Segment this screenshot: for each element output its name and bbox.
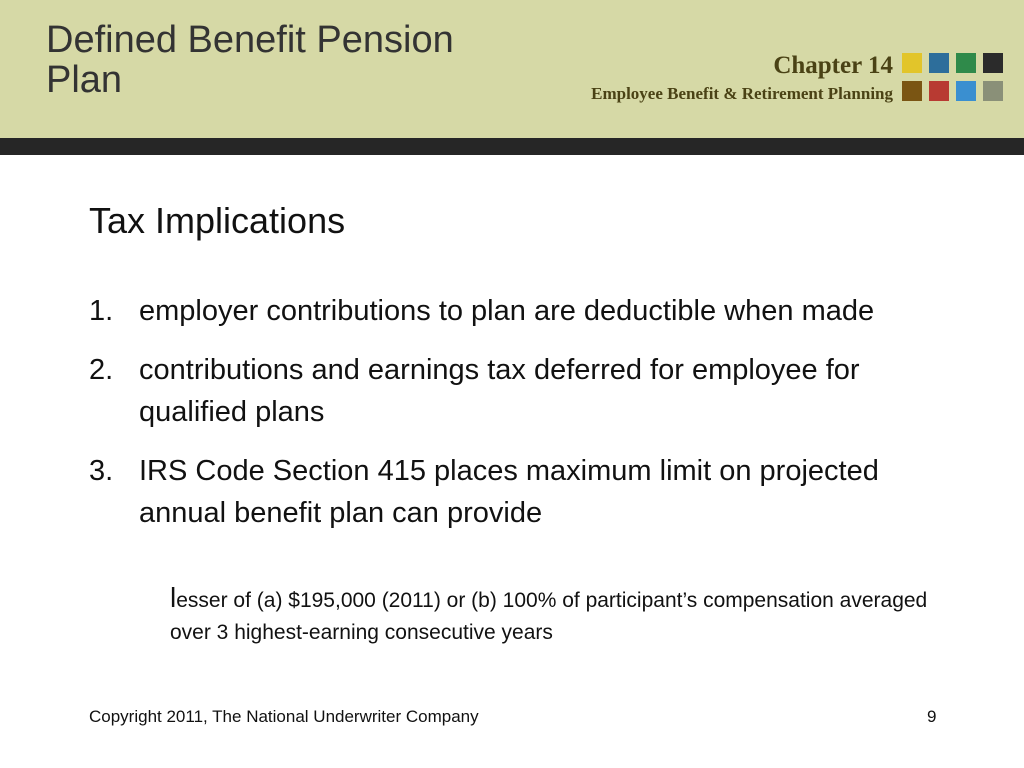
list-item-number: 3. [89,455,114,487]
tax-implications-list [89,290,939,551]
list-item-text: employer contributions to plan are deductible when made [139,295,875,327]
square-blue [929,53,949,73]
list-item [89,450,939,534]
copyright-footer: Copyright 2011, The National Underwriter Company [89,707,479,726]
sub-bullet-note [170,582,950,649]
page-number: 9 [927,707,937,726]
book-subtitle: Employee Benefit & Retirement Planning [591,84,893,103]
sub-note-first-letter: l [170,582,177,613]
square-green [956,53,976,73]
square-gray [983,81,1003,101]
header-divider-bar [0,138,1024,155]
list-item-number: 1. [89,295,114,327]
slide-title [46,20,454,100]
list-item [89,290,939,332]
list-item [89,349,939,433]
slide-title-line-1: Defined Benefit Pension [46,19,454,61]
square-red [929,81,949,101]
square-black [983,53,1003,73]
list-item-text: IRS Code Section 415 places maximum limit on projected annual benefit plan can provide [139,455,879,529]
square-brown [902,81,922,101]
square-yellow [902,53,922,73]
square-light-blue [956,81,976,101]
section-heading: Tax Implications [89,200,346,241]
list-item-text: contributions and earnings tax deferred for employee for qualified plans [139,354,860,428]
slide-title-line-2: Plan [46,59,123,101]
sub-note-text: esser of (a) $195,000 (2011) or (b) 100% of participant’s compensation averaged over 3 highest-earning consecutive years [170,589,928,644]
list-item-number: 2. [89,354,114,386]
decorative-squares [902,53,1006,103]
header-band [0,0,1024,138]
chapter-label: Chapter 14 [773,52,893,79]
